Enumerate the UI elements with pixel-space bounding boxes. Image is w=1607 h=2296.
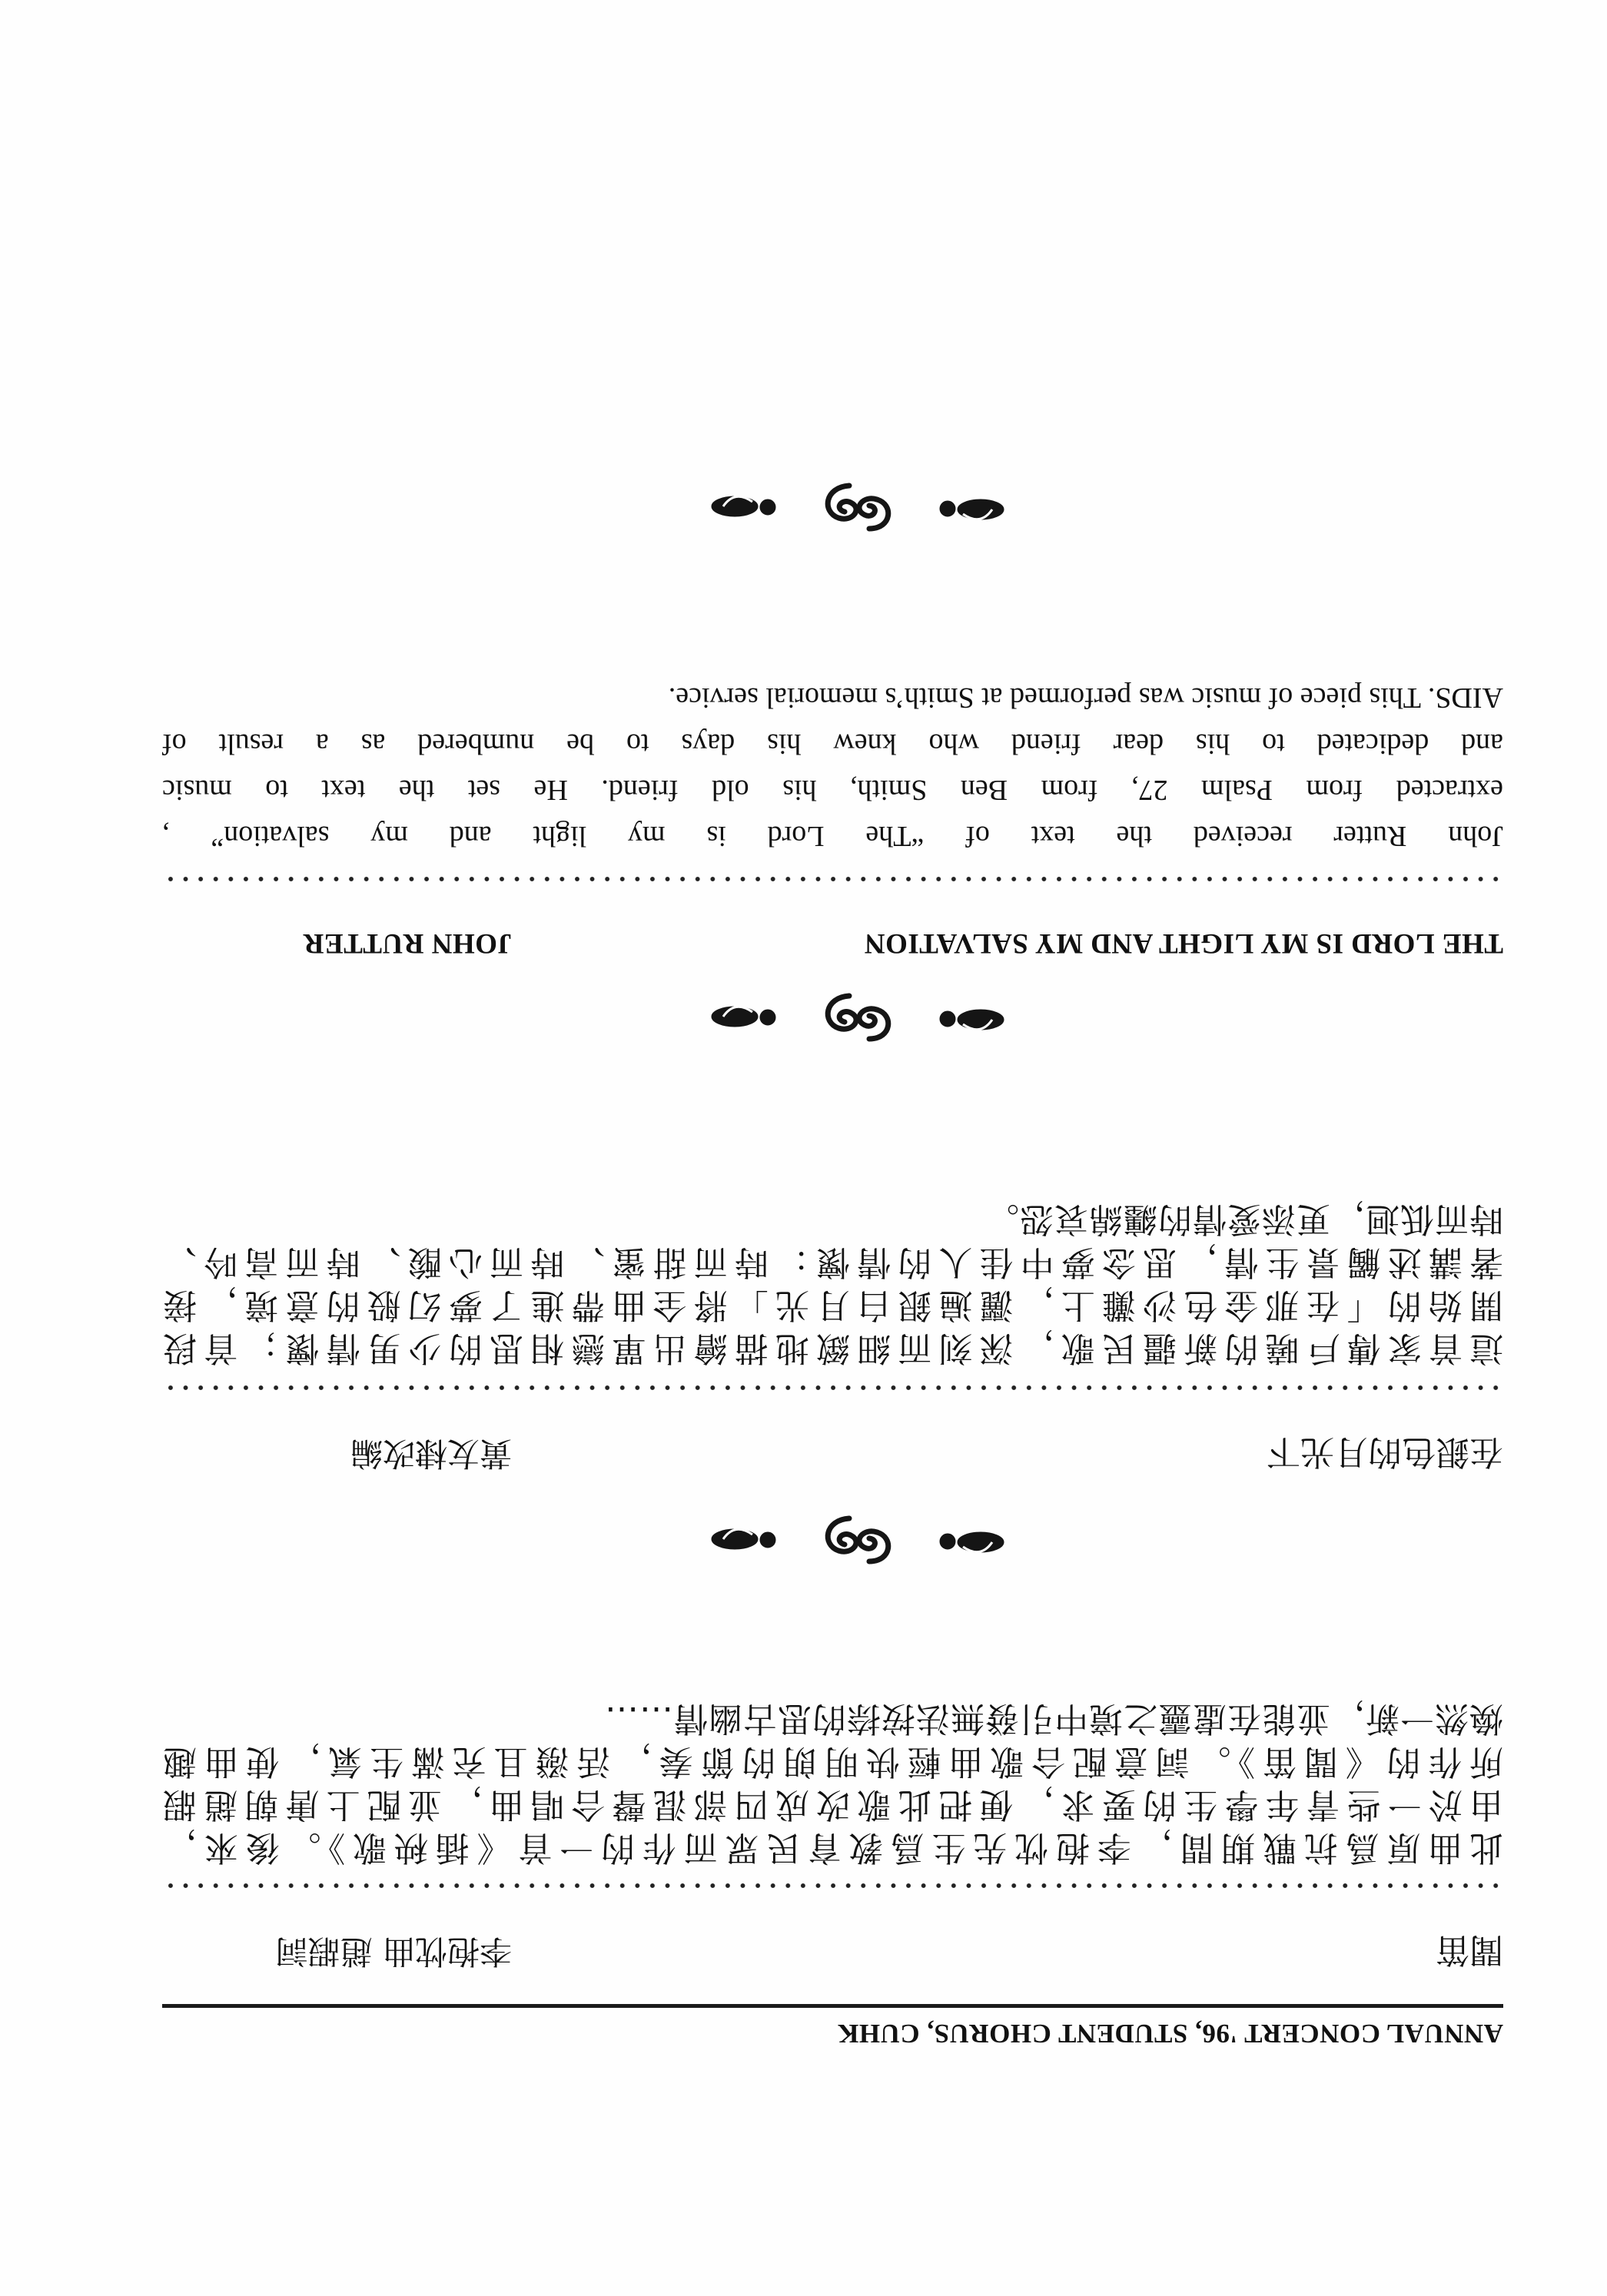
description-line: John Rutter received the text of “The Lord is my light and my salvation” , bbox=[162, 820, 1503, 852]
dotted-rule bbox=[162, 1883, 1503, 1889]
dotted-rule bbox=[162, 876, 1503, 882]
piece-description bbox=[162, 675, 1503, 859]
piece-credit: 李抱忱曲 趙嘏詞 bbox=[275, 1933, 512, 1970]
piece-credit: 黃友棣改編 bbox=[350, 1435, 512, 1472]
piece-title: 聞笛 bbox=[1436, 1930, 1503, 1969]
fleuron-divider-icon bbox=[692, 481, 1023, 535]
description-line: 著講述觸景生情，思念夢中佳人的情懷：時而甜蜜、時而心酸、時而高吟、 bbox=[162, 1243, 1503, 1282]
piece-title: THE LORD IS MY LIGHT AND MY SALVATION bbox=[864, 927, 1503, 960]
description-line: AIDS. This piece of music was performed at Smith’s memorial service. bbox=[668, 682, 1503, 714]
fleuron-divider-icon bbox=[692, 991, 1023, 1045]
page-header: ANNUAL CONCERT '96, STUDENT CHORUS, CUHK bbox=[837, 2019, 1503, 2049]
description-line: 這首家傳戶曉的新疆民歌，深刻而細緻地描繪出單戀相思的少男情懷；首段 bbox=[162, 1329, 1503, 1368]
description-line: 開始的「在那金色沙灘上，灑遍銀白月光」將全曲帶進了夢幻般的意境，接 bbox=[162, 1286, 1503, 1325]
piece-title-row bbox=[162, 921, 1503, 967]
description-line: extracted from Psalm 27, from Ben Smith, his old friend. He set the text to music bbox=[162, 774, 1503, 806]
fleuron-divider-icon bbox=[692, 1514, 1023, 1568]
header-rule bbox=[162, 2004, 1503, 2008]
description-line: 時而低迴，更添愛情的纏綿哀怨。 bbox=[984, 1199, 1503, 1239]
piece-title-row bbox=[162, 1930, 1503, 1976]
description-line: 由於一些青年學生的要求，便把此歌改成四部混聲合唱曲，並配上唐朝趙嘏 bbox=[162, 1785, 1503, 1824]
description-line: 煥然一新，並能在虛靈之境中引發無法按捺的思古幽情…… bbox=[604, 1699, 1503, 1738]
description-line: 此曲原爲抗戰期間，李抱忱先生爲教育民眾而作的一首《插秧歌》。後來， bbox=[162, 1828, 1503, 1867]
piece-title-row bbox=[162, 1432, 1503, 1478]
piece-description bbox=[162, 1197, 1503, 1369]
dotted-rule bbox=[162, 1385, 1503, 1391]
description-line: and dedicated to his dear friend who knew his days to be numbered as a result of bbox=[162, 728, 1503, 760]
piece-description bbox=[162, 1697, 1503, 1869]
piece-credit: JOHN RUTTER bbox=[303, 927, 512, 960]
piece-title: 在銀色的月光下 bbox=[1267, 1432, 1503, 1471]
description-line: 所作的《聞笛》。詞意配合歌曲輕快明朗的節奏，活潑且充滿生氣，使曲趣 bbox=[162, 1742, 1503, 1781]
